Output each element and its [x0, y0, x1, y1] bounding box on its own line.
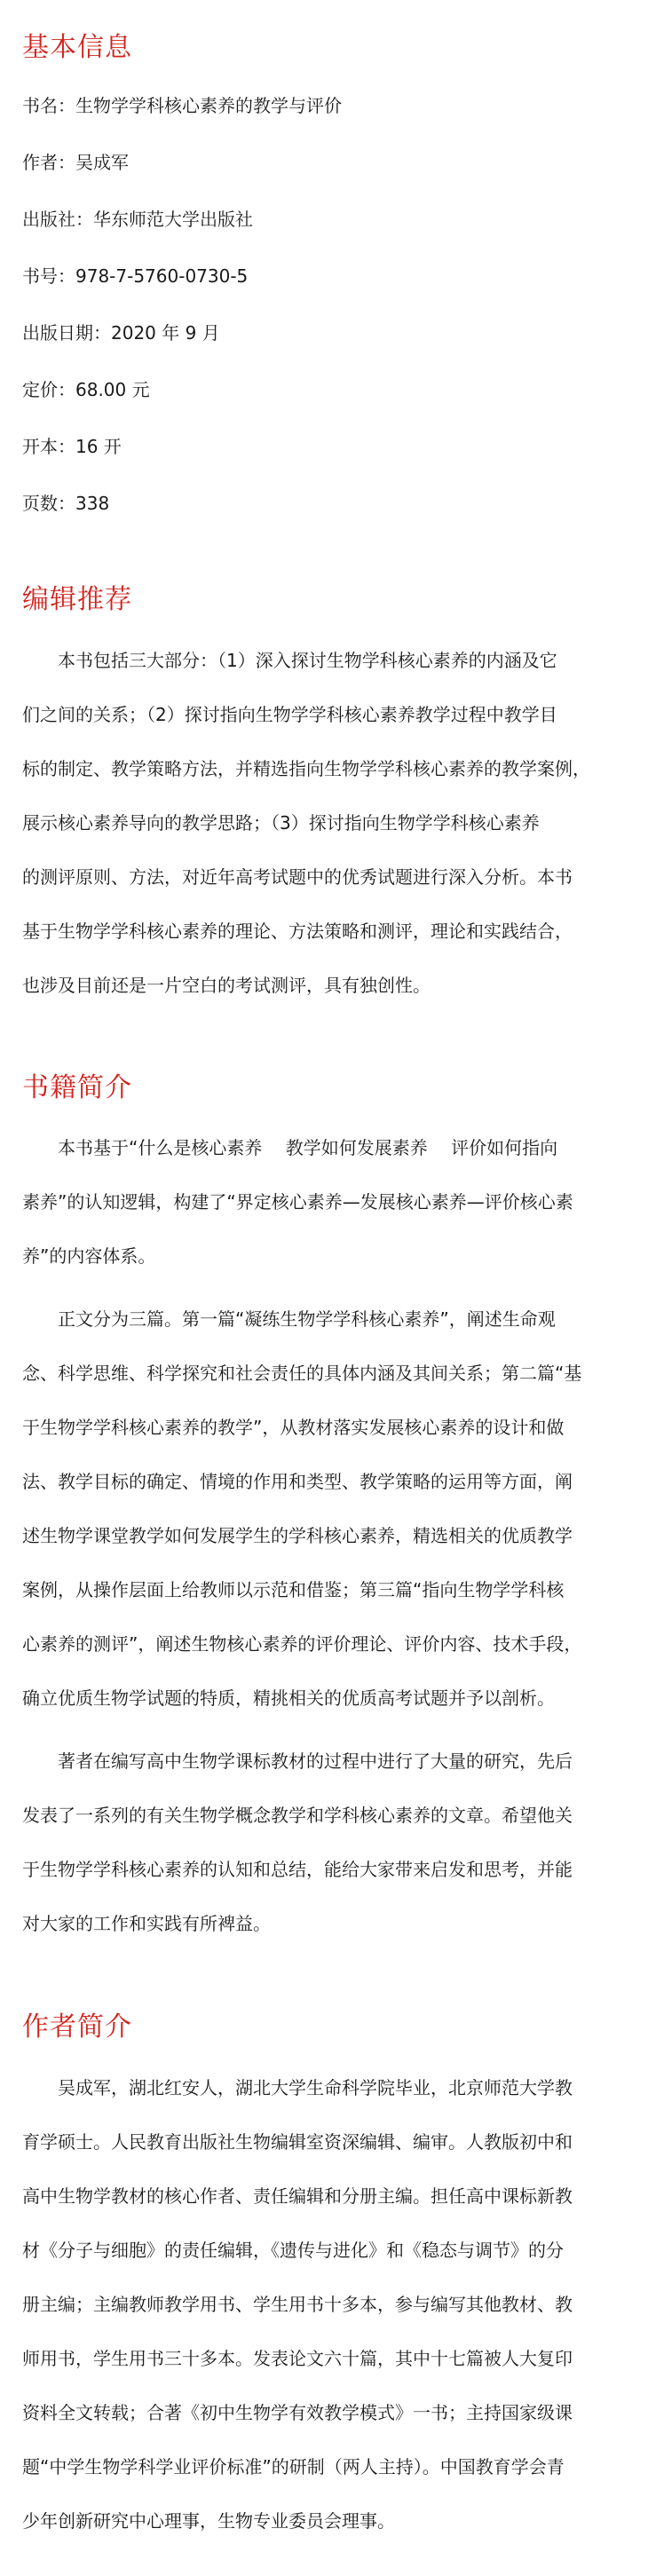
basic-info-heading: 基本信息 [22, 32, 132, 63]
intro-line: 于生物学学科核心素养的教学”，从教材落实发展核心素养的设计和做 [22, 1417, 565, 1438]
editor-line: 标的制定、教学策略方法，并精选指向生物学学科核心素养的教学案例， [22, 758, 590, 779]
intro-line: 心素养的测评”，阐述生物核心素养的评价理论、评价内容、技术手段， [22, 1633, 582, 1655]
editor-line: 们之间的关系；（2）探讨指向生物学学科核心素养教学过程中教学目 [22, 704, 557, 725]
editor-recommendation-heading: 编辑推荐 [22, 584, 132, 615]
book-intro-heading: 书籍简介 [22, 1072, 132, 1103]
author-line: 高中生物学教材的核心作者、责任编辑和分册主编。担任高中课标新教 [22, 2185, 573, 2207]
author-line: 吴成军，湖北红安人，湖北大学生命科学院毕业，北京师范大学教 [58, 2077, 573, 2098]
intro-line: 法、教学目标的确定、情境的作用和类型、教学策略的运用等方面，阐 [22, 1471, 573, 1492]
intro-line: 对大家的工作和实践有所裨益。 [22, 1913, 271, 1934]
info-author: 作者：吴成军 [22, 152, 129, 173]
author-line: 题“中学生物学科学业评价标准”的研制（两人主持）。中国教育学会青 [22, 2456, 565, 2477]
editor-line: 本书包括三大部分：（1）深入探讨生物学科核心素养的内涵及它 [58, 650, 557, 671]
info-publisher: 出版社：华东师范大学出版社 [22, 209, 253, 230]
author-line: 育学硕士。人民教育出版社生物编辑室资深编辑、编审。人教版初中和 [22, 2131, 573, 2153]
info-title: 书名：生物学学科核心素养的教学与评价 [22, 95, 342, 116]
info-format: 开本：16 开 [22, 436, 122, 457]
editor-line: 也涉及目前还是一片空白的考试测评，具有独创性。 [22, 975, 431, 996]
intro-line: 著者在编写高中生物学课标教材的过程中进行了大量的研究，先后 [58, 1750, 573, 1772]
intro-line: 养”的内容体系。 [22, 1245, 156, 1267]
author-line: 材《分子与细胞》的责任编辑，《遗传与进化》和《稳态与调节》的分 [22, 2240, 564, 2261]
intro-line: 于生物学学科核心素养的认知和总结，能给大家带来启发和思考，并能 [22, 1859, 573, 1880]
intro-line: 发表了一系列的有关生物学概念教学和学科核心素养的文章。希望他关 [22, 1805, 573, 1826]
info-isbn: 书号：978-7-5760-0730-5 [22, 265, 249, 287]
author-intro-heading: 作者简介 [22, 2011, 132, 2043]
info-pub-date: 出版日期：2020 年 9 月 [22, 322, 220, 344]
intro-line: 案例，从操作层面上给教师以示范和借鉴；第三篇“指向生物学学科核 [22, 1579, 565, 1600]
info-pages: 页数：338 [22, 493, 110, 514]
intro-line: 正文分为三篇。第一篇“凝练生物学学科核心素养”，阐述生命观 [58, 1308, 556, 1330]
intro-line: 本书基于“什么是核心素养 教学如何发展素养 评价如何指向 [58, 1137, 558, 1158]
intro-line: 确立优质生物学试题的特质，精挑相关的优质高考试题并予以剖析。 [22, 1687, 555, 1709]
intro-line: 述生物学课堂教学如何发展学生的学科核心素养，精选相关的优质教学 [22, 1525, 573, 1546]
editor-line: 基于生物学学科核心素养的理论、方法策略和测评，理论和实践结合， [22, 921, 573, 942]
intro-line: 念、科学思维、科学探究和社会责任的具体内涵及其间关系；第二篇“基 [22, 1363, 582, 1384]
author-line: 师用书，学生用书三十多本。发表论文六十篇，其中十七篇被人大复印 [22, 2348, 573, 2369]
info-price: 定价：68.00 元 [22, 379, 150, 400]
editor-line: 展示核心素养导向的教学思路；（3）探讨指向生物学学科核心素养 [22, 812, 540, 834]
author-line: 册主编；主编教师教学用书、学生用书十多本，参与编写其他教材、教 [22, 2294, 573, 2315]
intro-line: 素养”的认知逻辑，构建了“界定核心素养—发展核心素养—评价核心素 [22, 1191, 573, 1213]
author-line: 资料全文转载；合著《初中生物学有效教学模式》一书；主持国家级课 [22, 2402, 573, 2423]
author-line: 少年创新研究中心理事，生物专业委员会理事。 [22, 2510, 395, 2532]
editor-line: 的测评原则、方法，对近年高考试题中的优秀试题进行深入分析。本书 [22, 866, 573, 888]
